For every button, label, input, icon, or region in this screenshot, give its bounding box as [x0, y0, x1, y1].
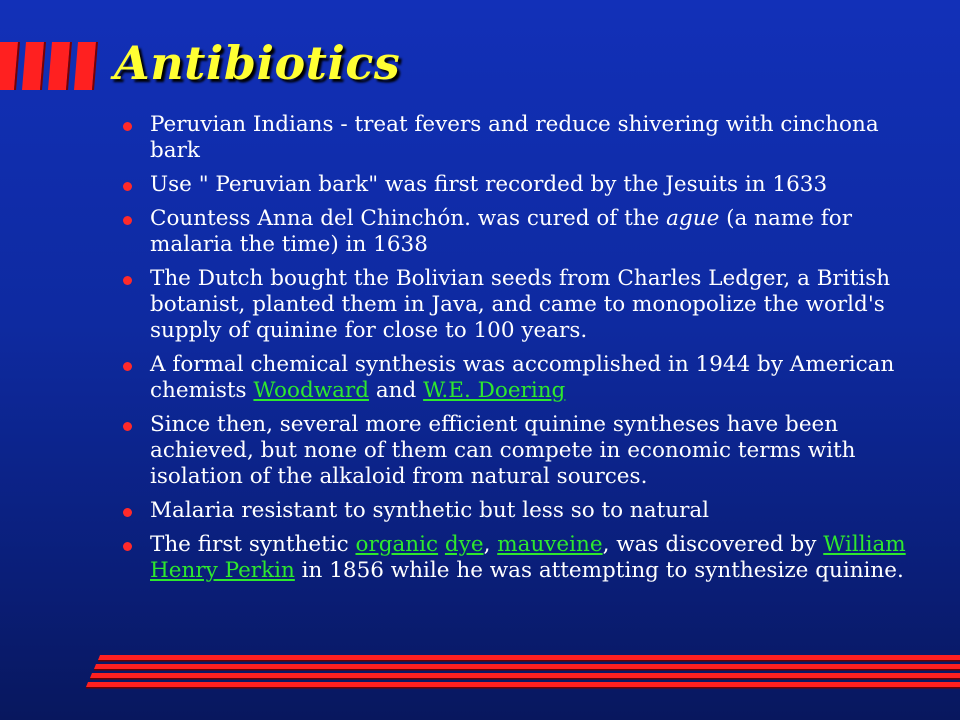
- bullet-text-sep: ,: [483, 532, 498, 557]
- bullet-dot-icon: [123, 508, 132, 517]
- bullet-text: The Dutch bought the Bolivian seeds from Charles Ledger, a British botanist, planted them in Java, and came to monopolize the world's supply of quinine for close to 100 years.: [150, 266, 891, 343]
- left-stripe-decoration: [0, 40, 104, 92]
- bullet-text-post: (a name for malaria the time) in 1638: [150, 206, 852, 257]
- bullet-text: Use " Peruvian bark" was first recorded by the Jesuits in 1633: [150, 172, 828, 197]
- bullet-dot-icon: [123, 422, 132, 431]
- bullet-item: [118, 352, 918, 404]
- bullet-text-sep: [438, 532, 445, 557]
- bullet-dot-icon: [123, 362, 132, 371]
- bullet-text-mid: , was discovered by: [602, 532, 824, 557]
- bullet-dot-icon: [123, 276, 132, 285]
- bullet-text: Malaria resistant to synthetic but less so to natural: [150, 498, 710, 523]
- bottom-stripe-decoration: [84, 654, 960, 692]
- slide-title: Antibiotics: [114, 36, 401, 90]
- bullet-text-pre: Countess Anna del Chinchón. was cured of the: [150, 206, 667, 231]
- bullet-item: [118, 412, 918, 490]
- link-organic[interactable]: organic: [355, 532, 439, 557]
- bullet-text-emphasis: ague: [666, 206, 720, 231]
- bullet-item: [118, 172, 918, 198]
- bullet-list: [118, 112, 918, 592]
- bullet-text: Since then, several more efficient quinine syntheses have been achieved, but none of them can compete in economic terms with isolation of the alkaloid from natural sources.: [150, 412, 856, 489]
- bullet-text: Peruvian Indians - treat fevers and reduce shivering with cinchona bark: [150, 112, 879, 163]
- bullet-text-pre: A formal chemical synthesis was accomplished in 1944 by American chemists: [150, 352, 895, 403]
- bullet-dot-icon: [123, 182, 132, 191]
- bullet-dot-icon: [123, 216, 132, 225]
- link-mauveine[interactable]: mauveine: [497, 532, 603, 557]
- bullet-text-post: in 1856 while he was attempting to synthesize quinine.: [294, 558, 904, 583]
- bullet-item: [118, 532, 918, 584]
- link-william-henry-perkin[interactable]: William Henry Perkin: [150, 532, 906, 583]
- link-woodward[interactable]: Woodward: [253, 378, 369, 403]
- bullet-dot-icon: [123, 542, 132, 551]
- link-doering[interactable]: W.E. Doering: [423, 378, 566, 403]
- bullet-item: [118, 266, 918, 344]
- bullet-dot-icon: [123, 122, 132, 131]
- bullet-item: [118, 498, 918, 524]
- bullet-text-mid: and: [368, 378, 424, 403]
- bullet-item: [118, 112, 918, 164]
- bullet-text-pre: The first synthetic: [150, 532, 356, 557]
- bullet-item: [118, 206, 918, 258]
- link-dye[interactable]: dye: [444, 532, 484, 557]
